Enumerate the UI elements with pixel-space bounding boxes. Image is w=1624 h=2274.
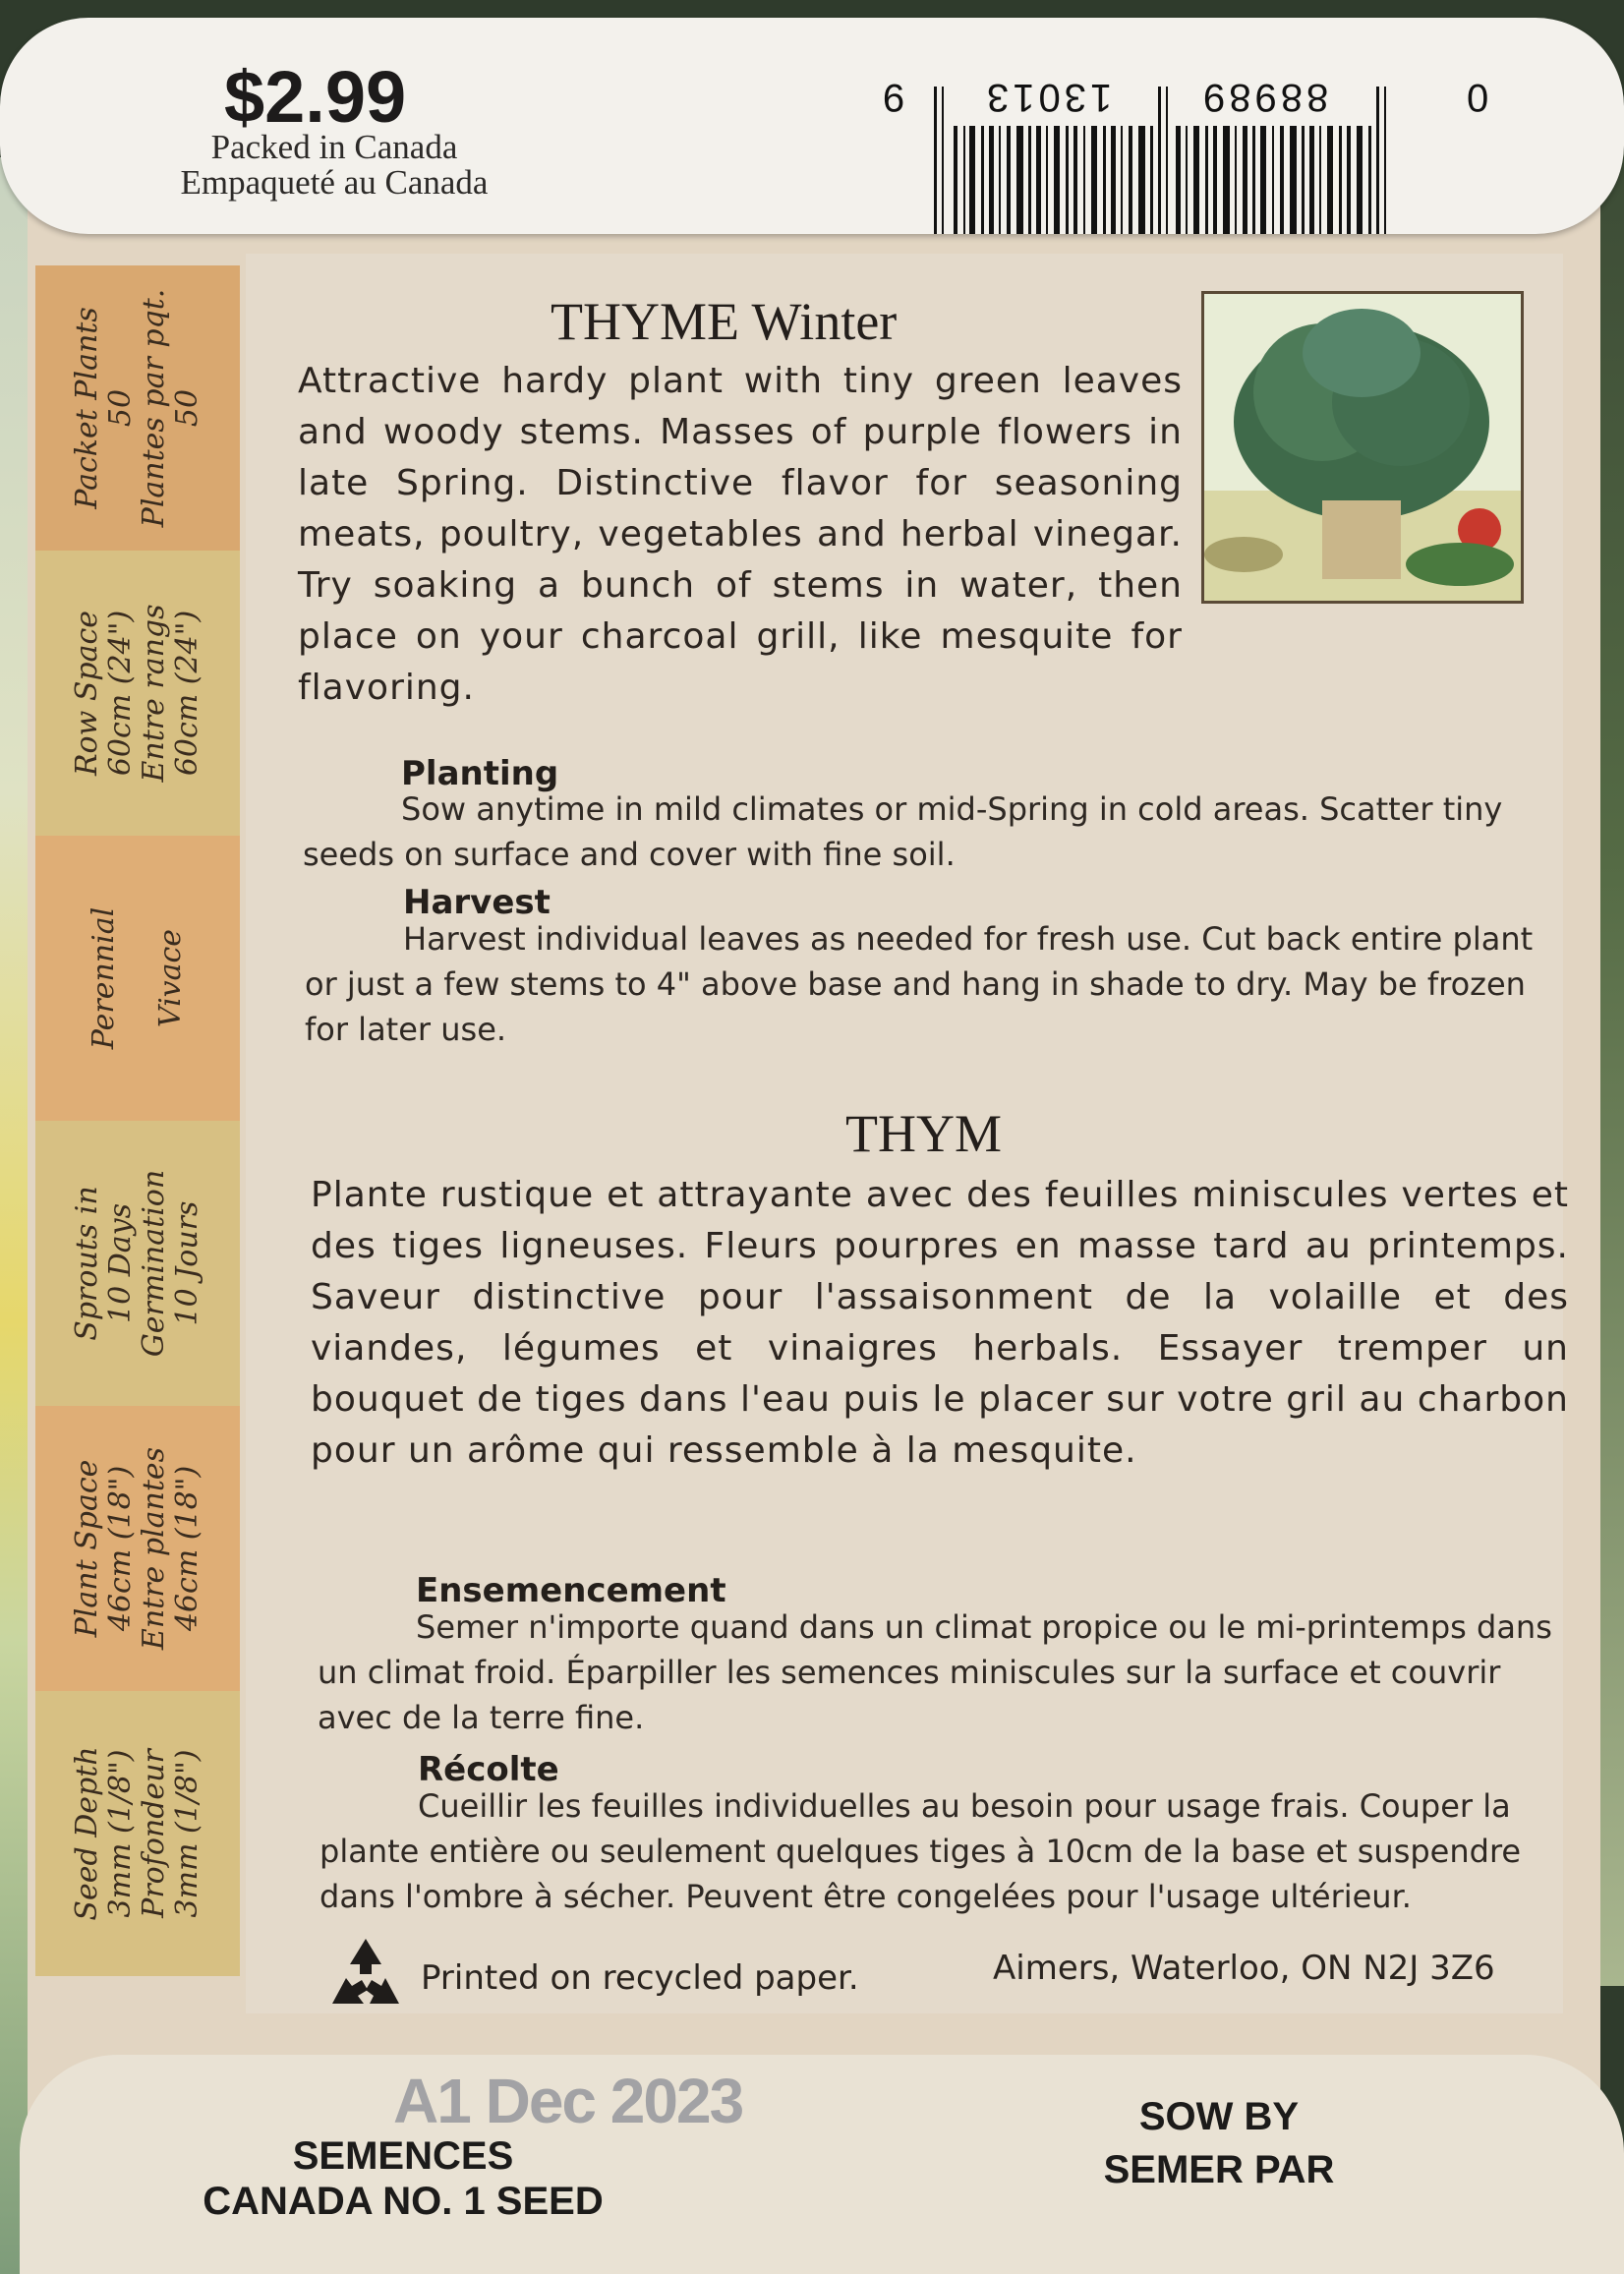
english-title: THYME Winter: [551, 292, 898, 351]
sb-fr-value: 3mm (1/8"): [170, 1749, 204, 1918]
packed-in-canada-fr: Empaqueté au Canada: [180, 163, 489, 202]
thyme-plant-photo: [1201, 291, 1524, 604]
ensemencement-heading: Ensemencement: [416, 1571, 726, 1610]
sb-en-label: Row Space: [70, 610, 104, 777]
sb-en-value: 50: [103, 388, 138, 428]
recycle-icon: [324, 1935, 407, 2017]
packed-in-canada-en: Packed in Canada: [210, 128, 458, 166]
english-description: Attractive hardy plant with tiny green leaves and woody stems. Masses of purple flowers in late Spring. Distinctive flavor for seasoning meats, poultry, vegetables and herbal vinegar. Try soaking a bunch of stems in water, then place on your charcoal grill, like mesquite for flavoring.: [298, 361, 1183, 708]
sb-fr-value: 50: [170, 388, 204, 428]
barcode-digits-right: 88989: [1199, 76, 1329, 119]
sb-fr-value: 60cm (24"): [170, 610, 204, 777]
growing-info-sidebar: [35, 265, 240, 1976]
sidebar-plant-space: [35, 1406, 240, 1691]
sidebar-row-space: [35, 551, 240, 836]
sb-en-value: 3mm (1/8"): [103, 1749, 138, 1918]
barcode-digits-middle: 13013: [983, 76, 1113, 119]
barcode-digit-end: 0: [1467, 76, 1489, 119]
sidebar-seed-depth: [35, 1691, 240, 1976]
sb-fr-value: 46cm (18"): [170, 1465, 204, 1632]
recolte-text: Cueillir les feuilles individuelles au besoin pour usage frais. Couper la plante entière ou seulement quelques tiges à 10cm de la base et suspendre dans l'ombre à sécher. Peuvent être congelées pour l'usage ultérieur.: [319, 1787, 1522, 1915]
sb-fr-label: Germination: [137, 1169, 171, 1358]
seed-grade-en: CANADA NO. 1 SEED: [203, 2180, 604, 2223]
barcode-digit-left: 9: [883, 76, 905, 119]
sb-en-label: Seed Depth: [70, 1746, 104, 1921]
seed-grade-fr: SEMENCES: [292, 2134, 514, 2178]
ensemencement-text: Semer n'importe quand dans un climat propice ou le mi-printemps dans un climat froid. Éparpiller les semences miniscules sur la surface et couvrir avec de la terre fine.: [318, 1608, 1552, 1736]
sb-en-label: Packet Plants: [70, 307, 104, 509]
company-address: Aimers, Waterloo, ON N2J 3Z6: [993, 1949, 1495, 1988]
french-title: THYM: [845, 1104, 1002, 1163]
sb-fr-label: Entre rangs: [137, 604, 171, 783]
barcode: [883, 57, 1489, 240]
planting-text: Sow anytime in mild climates or mid-Spring in cold areas. Scatter tiny seeds on surface and cover with fine soil.: [303, 790, 1503, 873]
planting-heading: Planting: [401, 754, 559, 793]
recycled-paper-text: Printed on recycled paper.: [421, 1958, 859, 1998]
sidebar-packet-plants: [35, 265, 240, 551]
harvest-heading: Harvest: [403, 883, 551, 922]
harvest-text: Harvest individual leaves as needed for fresh use. Cut back entire plant or just a few stems to 4" above base and hang in shade to dry. May be frozen for later use.: [305, 920, 1534, 1048]
price: $2.99: [224, 56, 407, 138]
sow-by-en: SOW BY: [1138, 2095, 1300, 2138]
sb-en-label: Sprouts in: [70, 1186, 104, 1341]
date-stamp: A1 Dec 2023: [393, 2066, 743, 2136]
price-label: [0, 18, 1624, 234]
sb-fr-value: 10 Jours: [170, 1200, 204, 1326]
sb-en-value: 10 Days: [103, 1203, 138, 1323]
sb-en-label: Plant Space: [70, 1459, 104, 1638]
sb-en-value: 46cm (18"): [103, 1465, 138, 1632]
recolte-heading: Récolte: [418, 1750, 559, 1789]
french-description: Plante rustique et attrayante avec des feuilles miniscules vertes et des tiges ligneuses. Fleurs pourpres en masse tard au printemps. Saveur distinctive pour l'assaisonment de la volaille et des viandes, légumes et vinaigres herbals. Essayer tremper un bouquet de tiges dans l'eau puis le placer sur votre gril au charbon pour un arôme qui ressemble à la mesquite.: [311, 1175, 1569, 1471]
sidebar-perennial: [35, 836, 240, 1121]
sb-fr-label: Profondeur: [137, 1749, 171, 1918]
sow-by-fr: SEMER PAR: [1103, 2148, 1335, 2191]
sb-fr-label: Vivace: [153, 928, 188, 1028]
sb-fr-label: Plantes par pqt.: [137, 288, 171, 528]
sb-en-label: Perennial: [87, 906, 121, 1050]
sidebar-sprouts: [35, 1121, 240, 1406]
sb-fr-label: Entre plantes: [137, 1446, 171, 1651]
sb-en-value: 60cm (24"): [103, 610, 138, 777]
